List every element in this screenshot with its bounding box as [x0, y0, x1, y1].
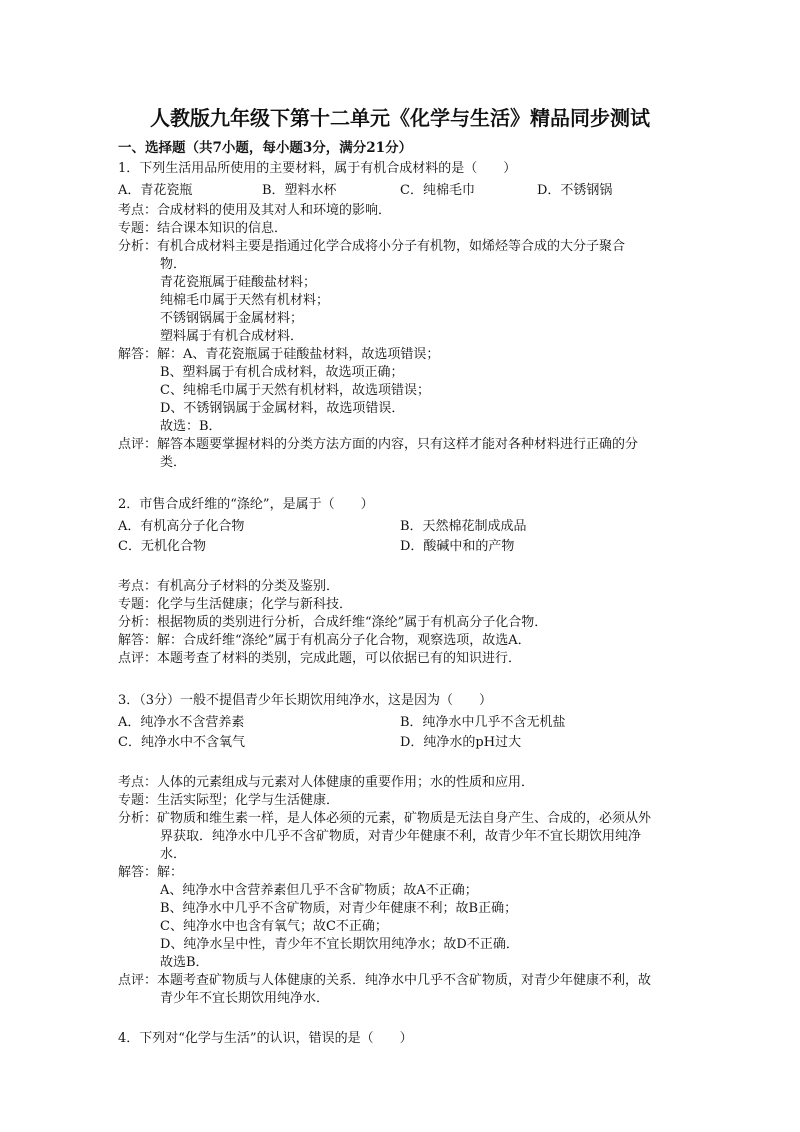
q3-comment-line: 点评：本题考查矿物质与人体健康的关系．纯净水中几乎不含矿物质，对青少年健康不利，故: [118, 973, 652, 988]
q1-analysis-line: 不锈钢锅属于金属材料；: [160, 311, 304, 326]
q3-option-b: B．纯净水中几乎不含无机盐: [400, 715, 566, 730]
q3-answer-line: C、纯净水中也含有氧气；故C不正确；: [160, 919, 388, 934]
q3-analysis-line: 界获取．纯净水中几乎不含矿物质，对青少年健康不利，故青少年不宜长期饮用纯净: [160, 829, 642, 844]
q2-comment: 点评：本题考查了材料的类别，完成此题，可以依据已有的知识进行．: [118, 651, 522, 666]
q2-zhuanti: 专题：化学与生活健康；化学与新科技．: [118, 597, 353, 612]
q1-answer-line: C、纯棉毛巾属于天然有机材料，故选项错误；: [160, 383, 430, 398]
q1-answer-line: B、塑料属于有机合成材料，故选项正确；: [160, 365, 404, 380]
q2-option-d: D．酸碱中和的产物: [400, 539, 515, 554]
q1-analysis-line: 青花瓷瓶属于硅酸盐材料；: [160, 275, 317, 290]
q2-answer: 解答：解：合成纤维“涤纶”属于有机高分子化合物，观察选项，故选A．: [118, 633, 531, 648]
q1-answer-line: 解答：解：A、青花瓷瓶属于硅酸盐材料，故选项错误；: [118, 347, 440, 362]
q1-answer-line: 故选：B．: [160, 419, 222, 434]
q2-analysis: 分析：根据物质的类别进行分析，合成纤维“涤纶”属于有机高分子化合物．: [118, 615, 548, 630]
q3-option-c: C．纯净水中不含氧气: [118, 735, 245, 750]
q3-option-a: A．纯净水不含营养素: [118, 715, 245, 730]
q3-kaodian: 考点：人体的元素组成与元素对人体健康的重要作用；水的性质和应用．: [118, 775, 535, 790]
q1-analysis-line: 纯棉毛巾属于天然有机材料；: [160, 293, 330, 308]
q3-analysis-line: 水．: [160, 847, 187, 862]
q1-option-b: B．塑料水杯: [262, 183, 337, 198]
q2-option-b: B．天然棉花制成成品: [400, 519, 527, 534]
page-title: 人教版九年级下第十二单元《化学与生活》精品同步测试: [150, 106, 650, 130]
q2-option-a: A．有机高分子化合物: [118, 519, 245, 534]
q1-analysis-line: 分析：有机合成材料主要是指通过化学合成将小分子有机物，如烯烃等合成的大分子聚合: [118, 239, 626, 254]
q3-answer-line: D、纯净水呈中性，青少年不宜长期饮用纯净水；故D不正确．: [160, 937, 519, 952]
q3-answer-line: A、纯净水中含营养素但几乎不含矿物质；故A不正确；: [160, 883, 478, 898]
q2-option-c: C．无机化合物: [118, 539, 206, 554]
question-4-stem: 4．下列对“化学与生活”的认识，错误的是（ ）: [118, 1031, 413, 1046]
question-2-stem: 2．市售合成纤维的“涤纶”，是属于（ ）: [118, 497, 374, 512]
q2-kaodian: 考点：有机高分子材料的分类及鉴别．: [118, 579, 340, 594]
q3-answer-line: B、纯净水中几乎不含矿物质，对青少年健康不利；故B正确；: [160, 901, 518, 916]
q3-answer-line: 解答：解：: [118, 865, 184, 880]
q3-analysis-line: 分析：矿物质和维生素一样，是人体必须的元素，矿物质是无法自身产生、合成的，必须从外: [118, 811, 652, 826]
q1-comment-line: 类．: [160, 455, 187, 470]
q1-option-a: A．青花瓷瓶: [118, 183, 193, 198]
q3-zhuanti: 专题：生活实际型；化学与生活健康．: [118, 793, 340, 808]
question-1-stem: 1．下列生活用品所使用的主要材料，属于有机合成材料的是（ ）: [118, 161, 517, 176]
q1-zhuanti: 专题：结合课本知识的信息．: [118, 221, 288, 236]
q1-kaodian: 考点：合成材料的使用及其对人和环境的影响．: [118, 203, 392, 218]
section-heading: 一、选择题（共7小题，每小题3分，满分21分）: [118, 140, 413, 156]
q1-analysis-line: 塑料属于有机合成材料．: [160, 329, 304, 344]
q1-analysis-line: 物．: [160, 257, 187, 272]
q1-option-c: C．纯棉毛巾: [400, 183, 475, 198]
q1-answer-line: D、不锈钢锅属于金属材料，故选项错误．: [160, 401, 405, 416]
q1-option-d: D．不锈钢锅: [537, 183, 613, 198]
q3-comment-line: 青少年不宜长期饮用纯净水．: [160, 991, 330, 1006]
question-3-stem: 3．（3分）一般不提倡青少年长期饮用纯净水，这是因为（ ）: [118, 693, 493, 708]
q1-comment-line: 点评：解答本题要掌握材料的分类方法方面的内容，只有这样才能对各种材料进行正确的分: [118, 437, 639, 452]
q3-answer-line: 故选B．: [160, 955, 209, 970]
q3-option-d: D．纯净水的pH过大: [400, 735, 522, 750]
